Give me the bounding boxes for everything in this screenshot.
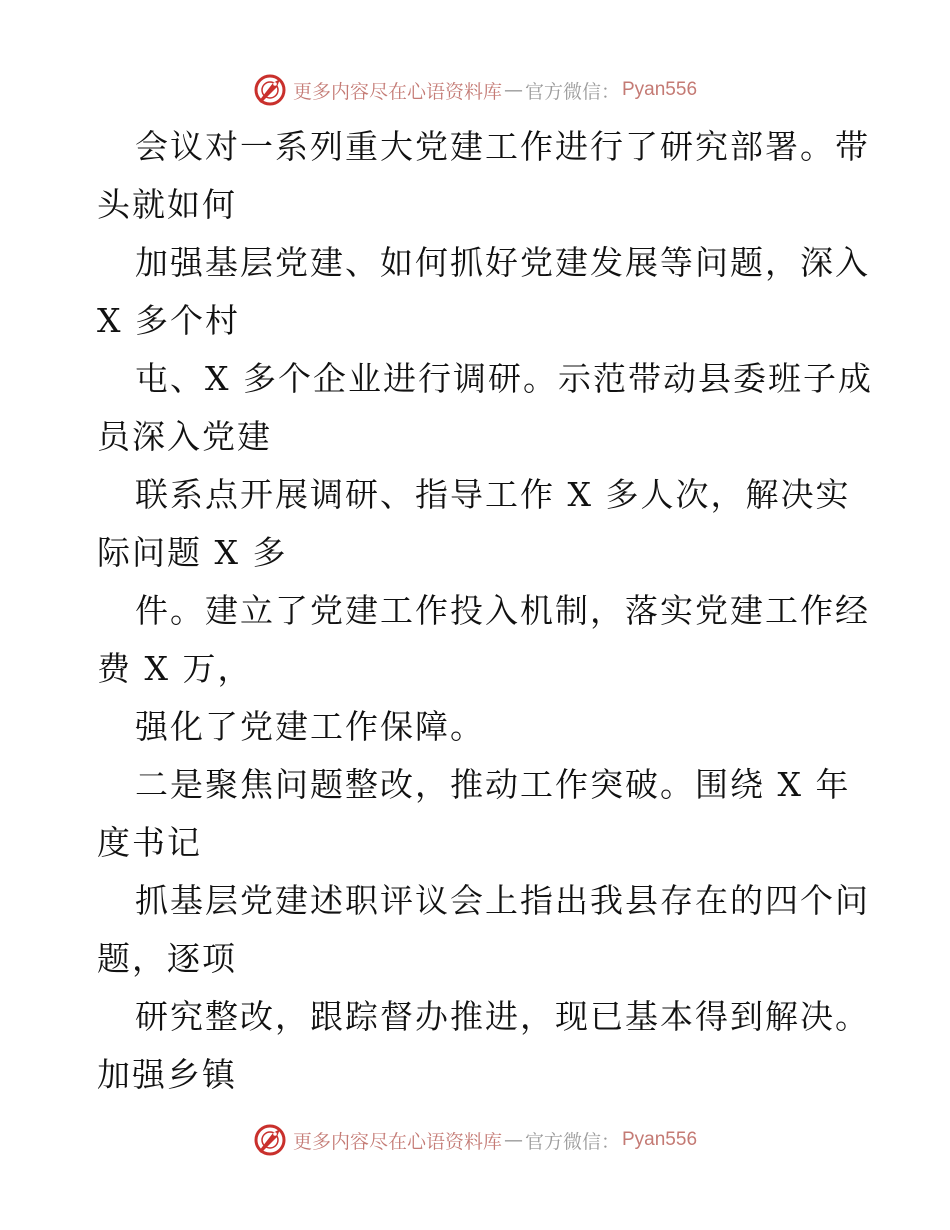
- document-line: 屯、X 多个企业进行调研。示范带动县委班子成: [135, 359, 873, 398]
- document-line: 强化了党建工作保障。: [135, 707, 485, 746]
- document-line: 题，逐项: [97, 939, 237, 978]
- document-line: 二是聚焦问题整改，推动工作突破。围绕 X 年: [135, 765, 851, 804]
- document-line: 加强乡镇: [97, 1055, 237, 1094]
- document-line: 联系点开展调研、指导工作 X 多人次，解决实: [135, 475, 851, 514]
- document-line: 际问题 X 多: [97, 533, 288, 572]
- watermark-wechat-id: Pyan556: [622, 79, 698, 100]
- document-line: 费 X 万，: [97, 649, 253, 688]
- document-line: 抓基层党建述职评议会上指出我县存在的四个问: [135, 881, 870, 920]
- document-line: 件。建立了党建工作投入机制，落实党建工作经: [135, 591, 870, 630]
- watermark-site-text: 更多内容尽在心语资料库: [292, 80, 502, 103]
- document-line: 会议对一系列重大党建工作进行了研究部署。带: [135, 127, 870, 166]
- document-line: 头就如何: [97, 185, 237, 224]
- footer-watermark: [0, 1120, 950, 1160]
- document-line: 度书记: [97, 823, 202, 862]
- watermark-site-text: 更多内容尽在心语资料库: [292, 1130, 502, 1153]
- document-line: 加强基层党建、如何抓好党建发展等问题，深入: [135, 243, 870, 282]
- header-watermark: [0, 70, 950, 110]
- document-line: 员深入党建: [97, 417, 272, 456]
- watermark-wechat-label: 官方微信：: [524, 80, 620, 103]
- watermark-separator: —: [503, 1129, 523, 1151]
- document-body: [97, 118, 873, 1104]
- document-line: 研究整改，跟踪督办推进，现已基本得到解决。: [135, 997, 870, 1036]
- watermark-wechat-label: 官方微信：: [524, 1130, 620, 1153]
- watermark-wechat-id: Pyan556: [622, 1129, 698, 1150]
- watermark-separator: —: [503, 79, 523, 101]
- pen-nib-logo-icon: [253, 1123, 287, 1157]
- pen-nib-logo-icon: [253, 73, 287, 107]
- document-line: X 多个村: [97, 301, 240, 340]
